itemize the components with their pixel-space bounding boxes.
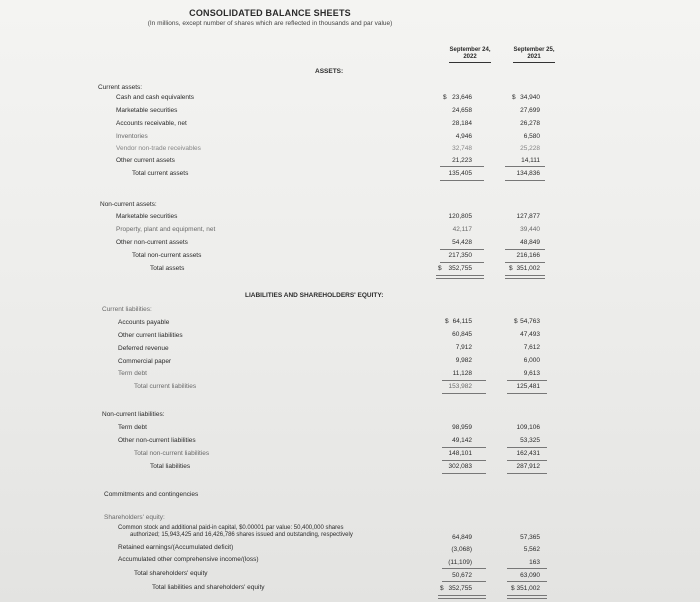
row-label: Total current liabilities xyxy=(134,383,197,390)
total-rule xyxy=(505,180,545,181)
grand-total-rule xyxy=(436,275,484,279)
value-2022: 148,101 xyxy=(448,450,472,457)
currency-symbol: $ xyxy=(438,265,442,272)
value-2022: 64,115 xyxy=(452,318,472,325)
row-label: Other non-current assets xyxy=(116,239,188,246)
currency-symbol: $ xyxy=(509,265,513,272)
value-2022: 42,117 xyxy=(452,226,472,233)
grand-total-rule xyxy=(438,595,486,599)
row-label: Vendor non-trade receivables xyxy=(116,145,201,152)
value-2022: 352,755 xyxy=(448,585,472,592)
value-2022: 4,946 xyxy=(455,133,472,140)
value-2022: 50,672 xyxy=(452,572,472,579)
value-2022: 23,646 xyxy=(452,94,472,101)
subtotal-rule xyxy=(440,262,484,263)
value-2022: 302,083 xyxy=(448,463,472,470)
value-2022: 217,350 xyxy=(448,252,472,259)
row-label: Cash and cash equivalents xyxy=(116,94,195,101)
value-2022: 60,845 xyxy=(452,331,472,338)
value-2022: 352,755 xyxy=(448,265,472,272)
value-2021: 7,612 xyxy=(523,344,540,351)
row-label: Other non-current liabilities xyxy=(118,437,196,444)
value-2022: (3,068) xyxy=(451,546,472,553)
value-2022: 11,128 xyxy=(452,370,472,377)
value-2021: 27,699 xyxy=(520,107,540,114)
row-label: Term debt xyxy=(118,424,147,431)
subtotal-rule xyxy=(442,460,486,461)
row-label: Deferred revenue xyxy=(118,345,169,352)
row-label: Total non-current liabilities xyxy=(134,450,210,457)
row-label: Property, plant and equipment, net xyxy=(116,226,216,233)
liabilities-heading: LIABILITIES AND SHAREHOLDERS' EQUITY: xyxy=(245,292,384,299)
row-label: Accounts payable xyxy=(118,319,170,326)
value-2021: 5,562 xyxy=(523,546,540,553)
value-2022: 54,428 xyxy=(452,239,472,246)
value-2021: 39,440 xyxy=(520,226,540,233)
currency-symbol: $ xyxy=(443,94,447,101)
page-subtitle: (In millions, except number of shares which are reflected in thousands and par value) xyxy=(147,20,393,27)
value-2021: 6,580 xyxy=(523,133,540,140)
value-2022: 49,142 xyxy=(452,437,472,444)
value-2022: 120,805 xyxy=(448,213,472,220)
grand-total-rule xyxy=(507,595,547,599)
value-2022: 135,405 xyxy=(448,170,472,177)
total-rule xyxy=(507,393,547,394)
value-2021: 47,493 xyxy=(520,331,540,338)
subtotal-rule xyxy=(442,380,486,381)
value-2021: 163 xyxy=(529,559,540,566)
value-2021: 14,111 xyxy=(521,157,540,164)
value-2021: 26,278 xyxy=(520,120,540,127)
subtotal-rule xyxy=(440,249,484,250)
equity-heading: Shareholders' equity: xyxy=(104,514,165,521)
current-liabilities-heading: Current liabilities: xyxy=(102,306,152,313)
row-label: Other current assets xyxy=(116,157,175,164)
value-2021: 34,940 xyxy=(520,94,540,101)
subtotal-rule xyxy=(507,460,547,461)
row-label: Total non-current assets xyxy=(132,252,202,259)
subtotal-rule xyxy=(442,447,486,448)
grand-total-rule xyxy=(505,275,545,279)
currency-symbol: $ xyxy=(440,585,444,592)
row-label: Other current liabilities xyxy=(118,332,183,339)
total-rule xyxy=(442,393,486,394)
current-assets-heading: Current assets: xyxy=(98,84,143,91)
column-header-2021 xyxy=(507,47,561,63)
row-label: Inventories xyxy=(116,133,148,140)
value-2022: 32,748 xyxy=(452,145,472,152)
currency-symbol: $ xyxy=(511,585,515,592)
subtotal-rule xyxy=(507,380,547,381)
value-2021: 127,877 xyxy=(516,213,540,220)
row-label: Accumulated other comprehensive income/(loss) xyxy=(118,556,259,563)
value-2021: 287,912 xyxy=(516,463,540,470)
value-2021: 134,836 xyxy=(516,170,540,177)
row-label: Total liabilities and shareholders' equity xyxy=(152,584,265,591)
row-label: Total liabilities xyxy=(150,463,191,470)
currency-symbol: $ xyxy=(512,94,516,101)
total-rule xyxy=(442,473,486,474)
row-label: Retained earnings/(Accumulated deficit) xyxy=(118,544,234,551)
value-2021: 54,763 xyxy=(520,318,540,325)
subtotal-rule xyxy=(505,262,545,263)
row-label: Marketable securities xyxy=(116,213,178,220)
subtotal-rule xyxy=(507,581,547,582)
row-label: Commercial paper xyxy=(118,358,172,365)
value-2021: 57,365 xyxy=(520,534,540,541)
row-label: Term debt xyxy=(118,370,147,377)
subtotal-rule xyxy=(505,166,545,167)
column-header-2021-line2: 2021 xyxy=(527,54,541,60)
currency-symbol: $ xyxy=(445,318,449,325)
column-header-2022 xyxy=(443,47,497,63)
value-2022: 98,959 xyxy=(452,424,472,431)
value-2021: 216,166 xyxy=(516,252,540,259)
row-label: Total current assets xyxy=(132,170,189,177)
value-2021: 109,106 xyxy=(516,424,540,431)
value-2021: 48,849 xyxy=(520,239,540,246)
column-header-2021-line1: September 25, xyxy=(513,47,555,53)
value-2022: 64,849 xyxy=(452,534,472,541)
value-2021: 125,481 xyxy=(516,383,540,390)
currency-symbol: $ xyxy=(514,318,518,325)
value-2022: (11,109) xyxy=(448,559,472,566)
subtotal-rule xyxy=(440,166,484,167)
value-2021: 6,000 xyxy=(523,357,540,364)
value-2021: 25,228 xyxy=(520,145,540,152)
value-2022: 28,184 xyxy=(452,120,472,127)
subtotal-rule xyxy=(507,447,547,448)
subtotal-rule xyxy=(505,249,545,250)
noncurrent-liabilities-heading: Non-current liabilities: xyxy=(102,411,165,418)
value-2021: 9,613 xyxy=(523,370,540,377)
subtotal-rule xyxy=(442,581,486,582)
value-2022: 21,223 xyxy=(452,157,472,164)
common-stock-label-line2: authorized; 15,943,425 and 16,426,786 shares issued and outstanding, respectively xyxy=(130,532,353,538)
common-stock-label-line1: Common stock and additional paid-in capital, $0.00001 par value: 50,400,000 shares xyxy=(118,525,344,531)
row-label: Total assets xyxy=(150,265,185,272)
value-2022: 153,982 xyxy=(448,383,472,390)
value-2021: 162,431 xyxy=(516,450,540,457)
total-rule xyxy=(440,180,484,181)
column-header-2022-line2: 2022 xyxy=(463,54,477,60)
value-2022: 7,912 xyxy=(455,344,472,351)
subtotal-rule xyxy=(442,568,486,569)
value-2021: 53,325 xyxy=(520,437,540,444)
row-label: Accounts receivable, net xyxy=(116,120,187,127)
page-title: CONSOLIDATED BALANCE SHEETS xyxy=(189,8,351,18)
value-2021: 63,090 xyxy=(520,572,540,579)
value-2022: 24,658 xyxy=(452,107,472,114)
subtotal-rule xyxy=(507,568,547,569)
noncurrent-assets-heading: Non-current assets: xyxy=(100,201,157,208)
row-label: Marketable securities xyxy=(116,107,178,114)
value-2021: 351,002 xyxy=(516,265,540,272)
value-2021: 351,002 xyxy=(516,585,540,592)
commitments-label: Commitments and contingencies xyxy=(104,491,199,498)
total-rule xyxy=(507,473,547,474)
assets-heading: ASSETS: xyxy=(315,68,344,75)
value-2022: 9,982 xyxy=(455,357,472,364)
column-header-2022-line1: September 24, xyxy=(449,47,491,53)
row-label: Total shareholders' equity xyxy=(134,570,208,577)
